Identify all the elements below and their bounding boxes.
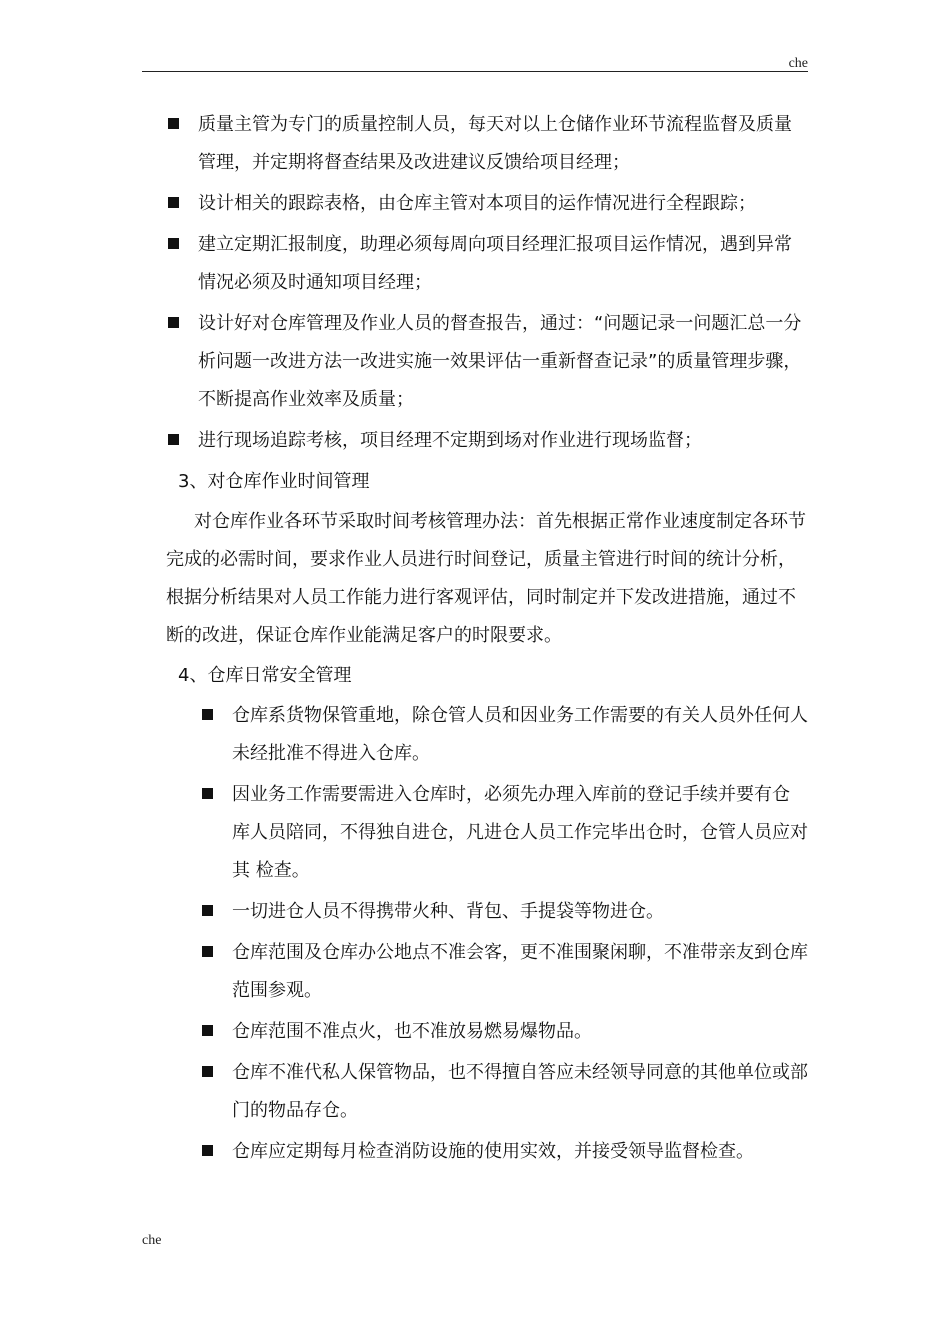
list-item — [200, 893, 808, 931]
list-item-text: 因业务工作需要需进入仓库时，必须先办理入库前的登记手续并要有仓 库人员陪同，不得独自进仓，凡进仓人员工作完毕出仓时，仓管人员应对其 检查。 — [232, 784, 808, 881]
list-item — [166, 422, 808, 460]
section-4-bullet-list — [200, 697, 808, 1171]
list-item-text: 仓库范围不准点火，也不准放易燃易爆物品。 — [232, 1021, 592, 1042]
list-item — [200, 934, 808, 1010]
square-bullet-icon — [168, 197, 179, 208]
list-item — [200, 697, 808, 773]
list-item — [166, 185, 808, 223]
section-3-paragraph: 对仓库作业各环节采取时间考核管理办法：首先根据正常作业速度制定各环节完成的必需时间，要求作业人员进行时间登记，质量主管进行时间的统计分析，根据分析结果对人员工作能力进行客观评估，同时制定并下发改进措施，通过不断的改进，保证仓库作业能满足客户的时限要求。 — [166, 511, 806, 646]
list-item-text: 建立定期汇报制度，助理必须每周向项目经理汇报项目运作情况，遇到异常情况必须及时通知项目经理； — [198, 234, 792, 293]
list-item — [200, 1013, 808, 1051]
list-item-text: 进行现场追踪考核，项目经理不定期到场对作业进行现场监督； — [198, 430, 702, 451]
document-body — [166, 106, 808, 1174]
square-bullet-icon — [168, 434, 179, 445]
page-footer: che — [142, 1233, 162, 1248]
square-bullet-icon — [168, 317, 179, 328]
page-header: che — [788, 56, 808, 71]
list-item-text: 一切进仓人员不得携带火种、背包、手提袋等物进仓。 — [232, 901, 664, 922]
list-item — [200, 1133, 808, 1171]
square-bullet-icon — [202, 1145, 213, 1156]
list-item — [166, 305, 808, 419]
section-3-heading: 3、对仓库作业时间管理 — [178, 471, 370, 492]
header-rule — [142, 71, 808, 72]
list-item — [166, 226, 808, 302]
list-item — [200, 1054, 808, 1130]
section-4-heading: 4、仓库日常安全管理 — [178, 665, 352, 686]
list-item-text: 设计好对仓库管理及作业人员的督查报告，通过：“问题记录一问题汇总一分析问题一改进方法一改进实施一效果评估一重新督查记录”的质量管理步骤，不断提高作业效率及质量； — [198, 313, 802, 410]
list-item — [200, 776, 808, 890]
square-bullet-icon — [202, 1025, 213, 1036]
square-bullet-icon — [202, 946, 213, 957]
list-item-text: 仓库应定期每月检查消防设施的使用实效，并接受领导监督检查。 — [232, 1141, 754, 1162]
list-item — [166, 106, 808, 182]
square-bullet-icon — [202, 1066, 213, 1077]
square-bullet-icon — [202, 709, 213, 720]
square-bullet-icon — [168, 118, 179, 129]
list-item-text: 质量主管为专门的质量控制人员，每天对以上仓储作业环节流程监督及质量管理，并定期将督查结果及改进建议反馈给项目经理； — [198, 114, 792, 173]
list-item-text: 仓库系货物保管重地，除仓管人员和因业务工作需要的有关人员外任何人 未经批准不得进入仓库。 — [232, 705, 808, 764]
list-item-text: 仓库范围及仓库办公地点不准会客，更不准围聚闲聊，不准带亲友到仓库范围参观。 — [232, 942, 808, 1001]
top-bullet-list — [166, 106, 808, 460]
square-bullet-icon — [202, 788, 213, 799]
list-item-text: 仓库不准代私人保管物品，也不得擅自答应未经领导同意的其他单位或部门的物品存仓。 — [232, 1062, 808, 1121]
list-item-text: 设计相关的跟踪表格，由仓库主管对本项目的运作情况进行全程跟踪； — [198, 193, 756, 214]
square-bullet-icon — [202, 905, 213, 916]
square-bullet-icon — [168, 238, 179, 249]
